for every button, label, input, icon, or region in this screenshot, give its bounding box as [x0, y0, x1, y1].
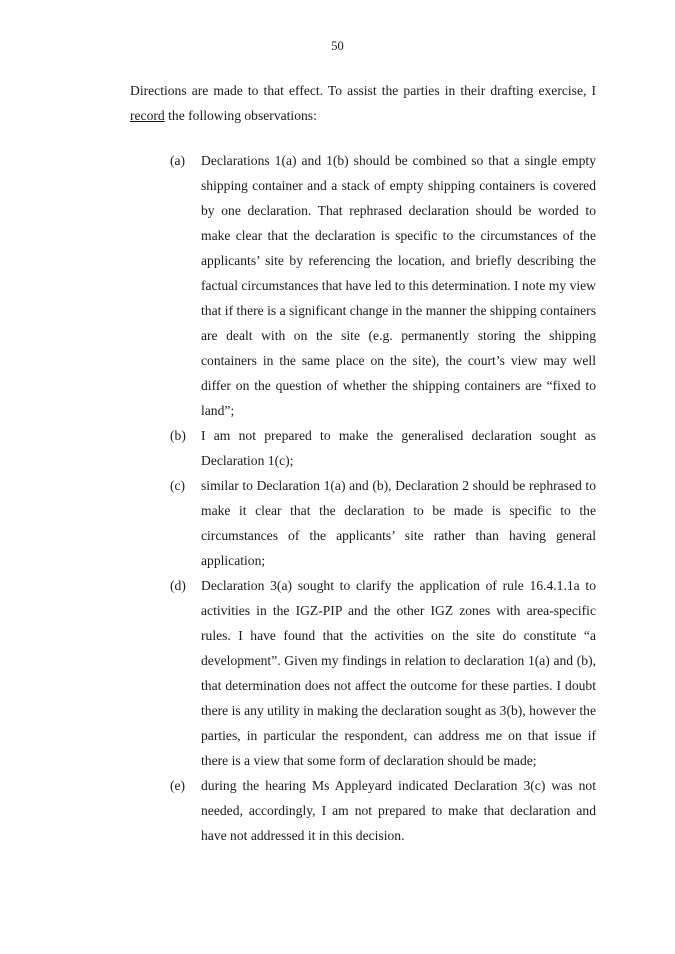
intro-text-end: the following observations:	[164, 108, 317, 123]
observation-item-a	[170, 148, 596, 423]
page-number: 50	[331, 39, 344, 53]
intro-underlined-word: record	[130, 108, 165, 123]
observation-item-e	[170, 773, 596, 848]
observation-item-c	[170, 473, 596, 573]
observations-list	[170, 148, 596, 848]
observation-text: Declaration 3(a) sought to clarify the application of rule 16.4.1.1a to activities in the IGZ-PIP and the other IGZ zones with area-specific rules. I have found that the activities on the site do constitute “a development”. Given my findings in relation to declaration 1(a) and (b), that determination does not affect the outcome for these parties. I doubt there is any utility in making the declaration sought as 3(b), however the parties, in particular the respondent, can address me on that issue if there is a view that some form of declaration should be made;	[201, 578, 596, 768]
observation-text: I am not prepared to make the generalised declaration sought as Declaration 1(c);	[201, 428, 596, 468]
observation-text: similar to Declaration 1(a) and (b), Declaration 2 should be rephrased to make it clear that the declaration to be made is specific to the circumstances of the applicants’ site rather than having general application;	[201, 478, 596, 568]
observation-item-d	[170, 573, 596, 773]
observation-marker: (a)	[170, 153, 186, 168]
observation-marker: (e)	[170, 778, 186, 793]
observation-item-b	[170, 423, 596, 473]
observation-text: during the hearing Ms Appleyard indicated Declaration 3(c) was not needed, accordingly, I am not prepared to make that declaration and have not addressed it in this decision.	[201, 778, 596, 843]
observation-marker: (d)	[170, 578, 186, 593]
intro-text-start: Directions are made to that effect. To assist the parties in their drafting exercise, I	[130, 83, 596, 98]
observation-marker: (b)	[170, 428, 186, 443]
intro-paragraph	[130, 78, 596, 128]
observation-marker: (c)	[170, 478, 186, 493]
observation-text: Declarations 1(a) and 1(b) should be combined so that a single empty shipping container and a stack of empty shipping containers is covered by one declaration. That rephrased declaration should be worded to make clear that the declaration is specific to the circumstances of the applicants’ site by referencing the location, and briefly describing the factual circumstances that have led to this determination. I note my view that if there is a significant change in the manner the shipping containers are dealt with on the site (e.g. permanently storing the shipping containers in the same place on the site), the court’s view may well differ on the question of whether the shipping containers are “fixed to land”;	[201, 153, 596, 418]
